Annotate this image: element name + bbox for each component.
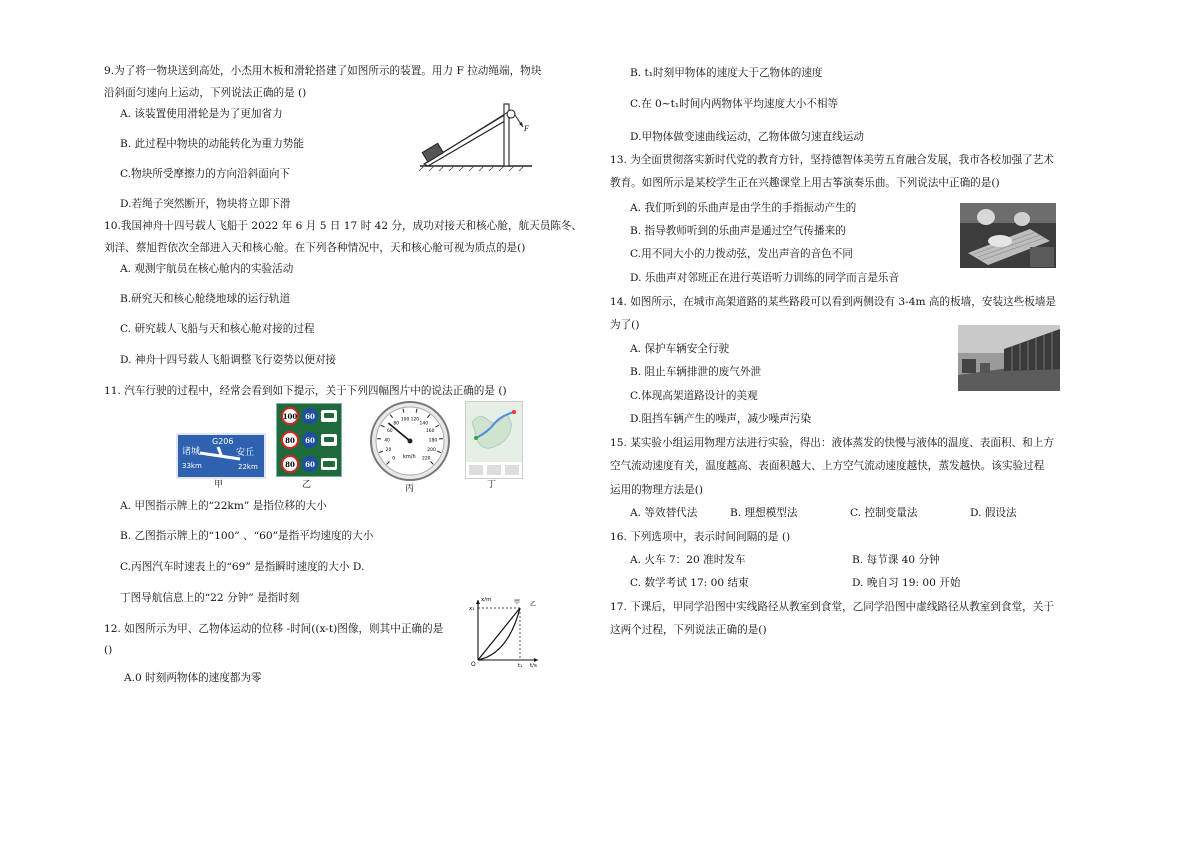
q13-option-b: B. 指导教师听到的乐曲声是通过空气传播来的 — [630, 225, 846, 237]
q11-option-c: C.丙图汽车时速表上的“69” 是指瞬时速度的大小 D. — [120, 561, 365, 573]
q11-caption-yi: 乙 — [302, 480, 312, 490]
q11-limit-3: 80 — [285, 436, 295, 445]
q15-option-b: B. 理想模型法 — [730, 507, 798, 519]
q15-option-a: A. 等效替代法 — [630, 507, 698, 519]
q9-incline-figure — [416, 100, 536, 172]
q12-option-b: B. t₁时刻甲物体的速度大于乙物体的速度 — [630, 67, 823, 79]
speedo-tick-label: 180 — [428, 438, 438, 444]
q14-photo-scene — [958, 325, 1060, 391]
q13-stem-line2: 教育。如图所示是某校学生正在兴趣课堂上用古筝演奏乐曲。下列说法中正确的是() — [610, 177, 1000, 189]
q11-left-distance: 33km — [182, 462, 202, 470]
speedo-tick-label: 80 — [393, 421, 400, 427]
speedo-tick-label: 120 — [410, 417, 420, 423]
q9-option-c: C.物块所受摩擦力的方向沿斜面向下 — [120, 168, 291, 180]
q9-stem-line2: 沿斜面匀速向上运动，下列说法正确的是 () — [104, 87, 307, 99]
q15-option-c: C. 控制变量法 — [850, 507, 918, 519]
q12-xt-graph — [468, 594, 544, 668]
q15-option-d: D. 假设法 — [970, 507, 1017, 519]
q11-limit-6: 60 — [305, 460, 315, 469]
q11-map-route-icon — [466, 402, 522, 478]
q10-option-c: C. 研究载人飞船与天和核心舱对接的过程 — [120, 323, 315, 335]
q11-right-place: 安丘 — [236, 448, 255, 458]
q12-option-d: D.甲物体做变速曲线运动，乙物体做匀速直线运动 — [630, 131, 864, 143]
q14-sound-barrier-photo — [958, 325, 1060, 391]
q14-option-a: A. 保护车辆安全行驶 — [630, 343, 730, 355]
q16-option-b: B. 每节课 40 分钟 — [852, 554, 940, 566]
q11-caption-ding: 丁 — [487, 480, 497, 490]
q11-speed-unit: km/h — [403, 454, 416, 460]
q11-left-place: 诸城 — [182, 447, 201, 457]
q11-caption-bing: 丙 — [405, 484, 415, 494]
q14-option-c: C.体现高架道路设计的美观 — [630, 390, 758, 402]
q12-x1-label: x₁ — [469, 606, 475, 612]
q13-option-c: C.用不同大小的力拨动弦，发出声音的音色不同 — [630, 248, 853, 260]
q10-stem-line2: 刘洋、蔡旭哲依次全部进入天和核心舱。在下列各种情况中，天和核心舱可视为质点的是() — [104, 242, 526, 254]
speedo-tick-label: 220 — [421, 456, 431, 462]
q9-option-d: D.若绳子突然断开，物块将立即下滑 — [120, 198, 291, 210]
q14-stem-line1: 14. 如图所示，在城市高架道路的某些路段可以看到两侧设有 3-4m 高的板墙，安装这些板墙是 — [610, 296, 1057, 308]
q11-option-d: 丁图导航信息上的“22 分钟” 是指时刻 — [120, 592, 300, 604]
q9-option-b: B. 此过程中物块的动能转化为重力势能 — [120, 138, 305, 150]
speedo-tick-label: 160 — [425, 428, 435, 434]
q9-stem-line1: 9.为了将一物块送到高处，小杰用木板和滑轮搭建了如图所示的装置。用力 F 拉动绳端，物块 — [104, 65, 542, 77]
speedo-tick-label: 20 — [385, 448, 392, 454]
q17-stem-line1: 17. 下课后，甲同学沿图中实线路径从教室到食堂，乙同学沿图中虚线路径从教室到食堂，关于 — [610, 601, 1054, 613]
q11-speed-panel-yi — [276, 403, 342, 477]
q12-option-c: C.在 0~t₁时间内两物体平均速度大小不相等 — [630, 98, 839, 110]
speedo-tick-label: 200 — [427, 448, 436, 454]
q11-speedometer-bing — [369, 400, 451, 482]
q16-option-a: A. 火车 7：20 准时发车 — [630, 554, 746, 566]
q13-option-a: A. 我们听到的乐曲声是由学生的手指振动产生的 — [630, 202, 857, 214]
q12-y-axis-label: x/m — [481, 597, 492, 603]
q12-origin-label: O — [471, 661, 476, 668]
q12-stem-tail: () — [104, 644, 113, 656]
q10-option-d: D. 神舟十四号载人飞船调整飞行姿势以便对接 — [120, 354, 337, 366]
speedo-tick-label: 140 — [419, 421, 429, 427]
q12-t1-label: t₁ — [518, 663, 523, 668]
q10-stem-line1: 10.我国神舟十四号载人飞船于 2022 年 6 月 5 日 17 时 42 分，成功对接天和核心舱，航天员陈冬、 — [104, 220, 583, 232]
q10-option-a: A. 观测宇航员在核心舱内的实验活动 — [120, 263, 294, 275]
q12-option-a: A.0 时刻两物体的速度都为零 — [124, 672, 262, 684]
q14-stem-line2: 为了() — [610, 319, 640, 331]
q9-force-label: F — [524, 124, 529, 133]
q12-line-yi — [478, 608, 520, 660]
q14-option-b: B. 阻止车辆排泄的废气外泄 — [630, 366, 762, 378]
q14-option-d: D.阻挡车辆产生的噪声，减少噪声污染 — [630, 413, 811, 425]
q12-x-axis-label: t/s — [530, 663, 537, 668]
q11-stem: 11. 汽车行驶的过程中，经常会看到如下提示，关于下列四幅图片中的说法正确的是 () — [104, 385, 507, 397]
q12-yi-label: 乙 — [530, 601, 537, 608]
q16-option-d: D. 晚自习 19: 00 开始 — [852, 577, 961, 589]
q15-stem-line1: 15. 某实验小组运用物理方法进行实验，得出：液体蒸发的快慢与液体的温度、表面积、和上方 — [610, 437, 1054, 449]
q16-stem: 16. 下列选项中，表示时间间隔的是 () — [610, 531, 791, 543]
q9-option-a: A. 该装置使用滑轮是为了更加省力 — [120, 108, 283, 120]
q15-stem-line2: 空气流动速度有关，温度越高、表面积越大、上方空气流动速度越快，蒸发越快。该实验过程 — [610, 460, 1045, 472]
q11-navigation-map-ding — [465, 401, 523, 479]
q11-road-sign-jia — [176, 433, 266, 479]
speedo-tick-label: 60 — [386, 428, 393, 434]
q11-road-number: G206 — [212, 437, 234, 446]
q11-limit-1: 100 — [282, 412, 298, 421]
q17-stem-line2: 这两个过程，下列说法正确的是() — [610, 624, 767, 636]
q11-option-a: A. 甲图指示牌上的“22km” 是指位移的大小 — [120, 500, 327, 512]
q11-option-b: B. 乙图指示牌上的“100” 、“60”是指平均速度的大小 — [120, 530, 374, 542]
q11-caption-jia: 甲 — [214, 480, 224, 490]
q13-stem-line1: 13. 为全面贯彻落实新时代党的教育方针，坚持德智体美劳五育融合发展，我市各校加强了艺术 — [610, 154, 1054, 166]
q10-option-b: B.研究天和核心舱绕地球的运行轨道 — [120, 293, 291, 305]
q15-stem-line3: 运用的物理方法是() — [610, 484, 704, 496]
q11-limit-2: 60 — [305, 412, 315, 421]
q13-guzheng-photo — [960, 203, 1056, 268]
q11-limit-5: 80 — [285, 460, 295, 469]
speedo-tick-label: 40 — [384, 438, 390, 444]
q13-option-d: D. 乐曲声对邻班正在进行英语听力训练的同学而言是乐音 — [630, 272, 900, 284]
q11-limit-4: 60 — [305, 436, 315, 445]
speedo-tick-label: 0 — [392, 456, 396, 462]
q12-stem: 12. 如图所示为甲、乙物体运动的位移 -时间((x-t)图像，则其中正确的是 — [104, 623, 444, 635]
speedo-tick-label: 100 — [400, 417, 410, 423]
q11-right-distance: 22km — [238, 463, 258, 471]
q16-option-c: C. 数学考试 17: 00 结束 — [630, 577, 749, 589]
q13-photo-scene — [960, 203, 1056, 268]
q12-jia-label: 甲 — [514, 599, 521, 606]
